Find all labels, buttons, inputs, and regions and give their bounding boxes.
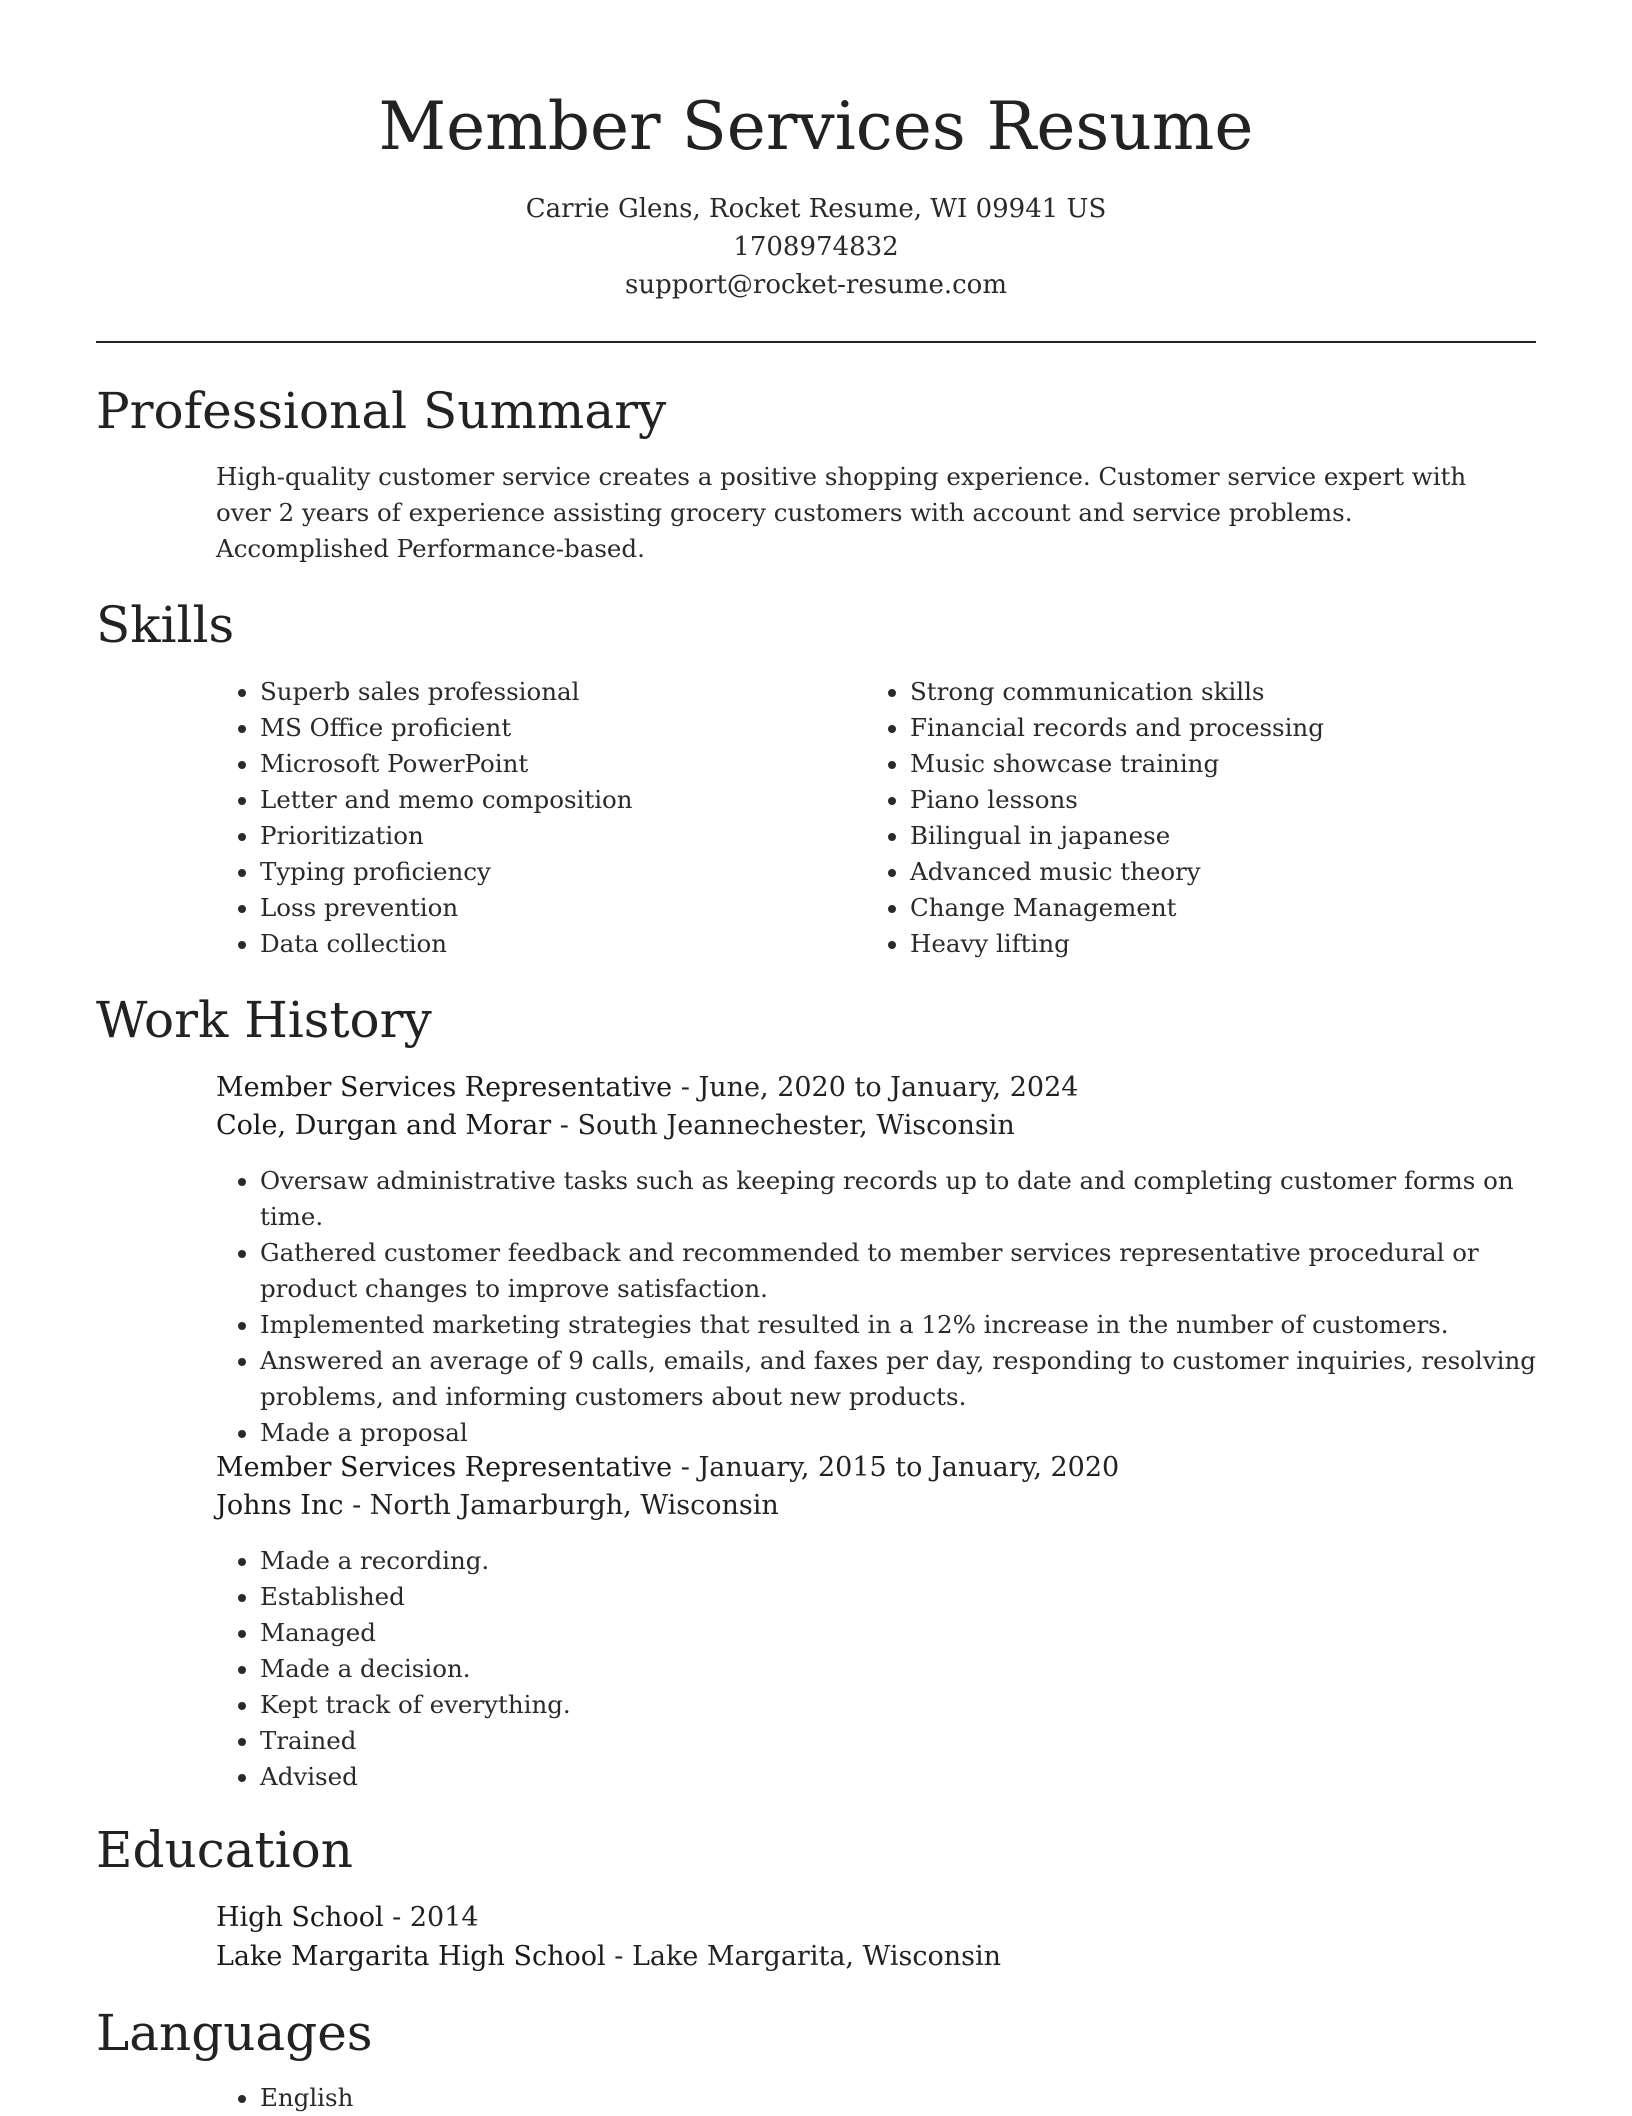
education-school-line <box>216 1938 1001 1976</box>
skill-item: • Loss prevention <box>260 890 860 926</box>
job-bullet: • Managed <box>260 1615 1580 1651</box>
job-company-line <box>216 1487 779 1525</box>
skills-list-right <box>866 674 1550 962</box>
education-degree: High School <box>216 1902 384 1933</box>
job-bullet: • Trained <box>260 1723 1580 1759</box>
skill-item: • MS Office proficient <box>260 710 860 746</box>
resume-title: Member Services Resume <box>378 88 1254 165</box>
skills-heading: Skills <box>96 596 235 654</box>
education-heading: Education <box>96 1821 353 1879</box>
job-company: Johns Inc <box>216 1490 344 1521</box>
job-bullet: • Gathered customer feedback and recommended to member services representative procedural or product changes to improve satisfaction. <box>260 1235 1580 1307</box>
job-company-line <box>216 1107 1015 1145</box>
job-bullet: • Answered an average of 9 calls, emails, and faxes per day, responding to customer inquiries, resolving problems, and informing customers about new products. <box>260 1343 1580 1415</box>
skill-item: • Piano lessons <box>910 782 1550 818</box>
skills-list-left <box>216 674 860 962</box>
job-bullet: • Made a proposal <box>260 1415 1580 1451</box>
job-bullet: • Kept track of everything. <box>260 1687 1580 1723</box>
skill-item: • Financial records and processing <box>910 710 1550 746</box>
header-divider <box>96 341 1536 343</box>
skill-item: • Microsoft PowerPoint <box>260 746 860 782</box>
job-company: Cole, Durgan and Morar <box>216 1110 552 1141</box>
summary-heading: Professional Summary <box>96 382 667 440</box>
contact-block <box>0 190 1632 304</box>
job-bullets <box>216 1163 1580 1451</box>
contact-phone: 1708974832 <box>733 232 899 262</box>
job-title-line <box>216 1069 1078 1107</box>
job-title-line <box>216 1449 1119 1487</box>
education-location: - Lake Margarita, Wisconsin <box>605 1941 1001 1972</box>
education-school: Lake Margarita High School <box>216 1941 606 1972</box>
job-bullets <box>216 1543 1580 1795</box>
skill-item: • Data collection <box>260 926 860 962</box>
job-dates: - June, 2020 to January, 2024 <box>672 1072 1079 1103</box>
job-bullet: • Established <box>260 1579 1580 1615</box>
job-title: Member Services Representative <box>216 1452 673 1483</box>
job-dates: - January, 2015 to January, 2020 <box>672 1452 1120 1483</box>
job-bullet: • Oversaw administrative tasks such as keeping records up to date and completing customer forms on time. <box>260 1163 1580 1235</box>
languages-list <box>216 2080 860 2116</box>
skill-item: • Typing proficiency <box>260 854 860 890</box>
job-location: - North Jamarburgh, Wisconsin <box>343 1490 779 1521</box>
skill-item: • Advanced music theory <box>910 854 1550 890</box>
skill-item: • Superb sales professional <box>260 674 860 710</box>
contact-address: Carrie Glens, Rocket Resume, WI 09941 US <box>525 194 1107 224</box>
skill-item: • Strong communication skills <box>910 674 1550 710</box>
skill-item: • Change Management <box>910 890 1550 926</box>
job-title: Member Services Representative <box>216 1072 673 1103</box>
skill-item: • Heavy lifting <box>910 926 1550 962</box>
skill-item: • Letter and memo composition <box>260 782 860 818</box>
work-heading: Work History <box>96 991 432 1049</box>
job-bullet: • Made a decision. <box>260 1651 1580 1687</box>
language-item: • English <box>260 2080 860 2116</box>
education-degree-line <box>216 1899 479 1937</box>
education-year: - 2014 <box>383 1902 479 1933</box>
job-bullet: • Implemented marketing strategies that resulted in a 12% increase in the number of customers. <box>260 1307 1580 1343</box>
job-location: - South Jeannechester, Wisconsin <box>551 1110 1015 1141</box>
skill-item: • Bilingual in japanese <box>910 818 1550 854</box>
job-bullet: • Advised <box>260 1759 1580 1795</box>
skill-item: • Prioritization <box>260 818 860 854</box>
skill-item: • Music showcase training <box>910 746 1550 782</box>
languages-heading: Languages <box>96 2004 373 2062</box>
contact-email: support@rocket-resume.com <box>624 270 1007 300</box>
summary-text: High-quality customer service creates a positive shopping experience. Customer service expert with over 2 years of experience assisting grocery customers with account and service problems. Accomplished Performance-based. <box>216 462 1467 563</box>
job-bullet: • Made a recording. <box>260 1543 1580 1579</box>
